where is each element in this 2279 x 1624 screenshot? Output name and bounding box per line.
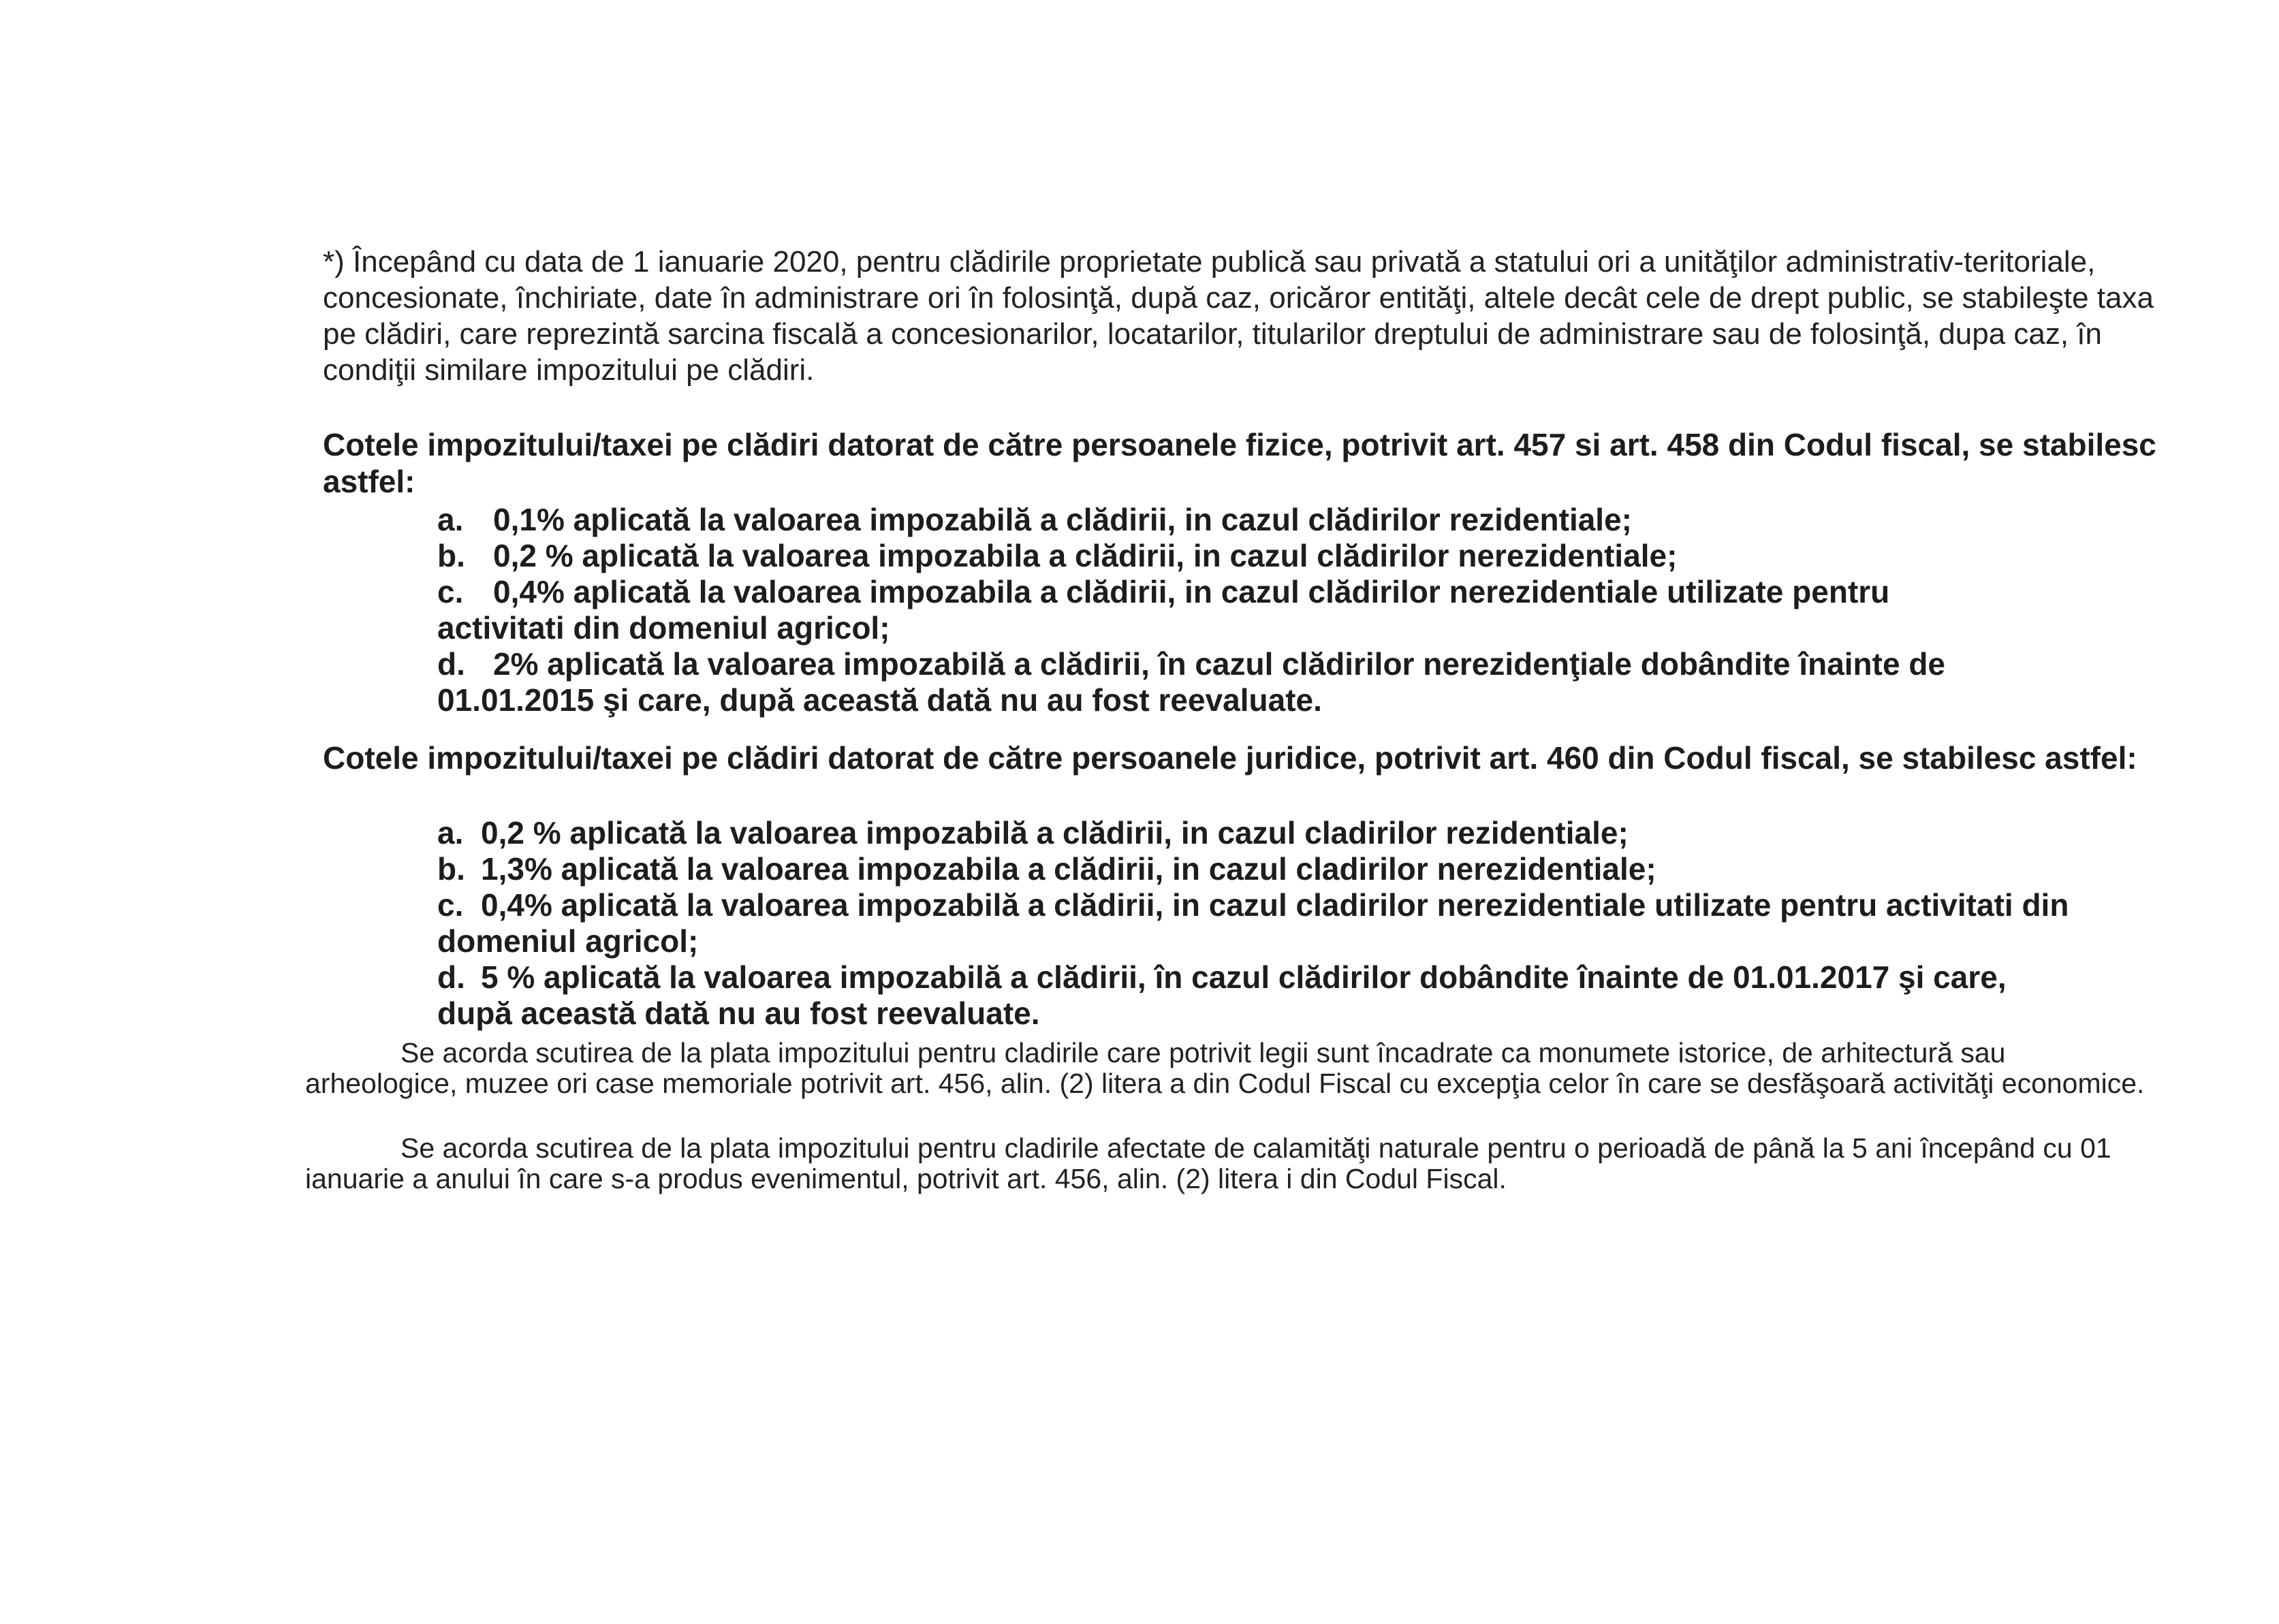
list-item — [437, 959, 2072, 1032]
list-marker: d. — [437, 646, 465, 682]
list-marker: b. — [437, 851, 465, 887]
list-item-text: 0,4% aplicată la valoarea impozabila a clădirii, in cazul clădirilor nerezidentiale utilizate pentru activitati din domeniul agricol; — [437, 574, 1890, 646]
list-item — [437, 851, 2072, 887]
list-marker: a. — [437, 815, 464, 850]
rates-list-individuals — [437, 502, 2004, 718]
list-item-text: 0,1% aplicată la valoarea impozabilă a clădirii, in cazul clădirilor rezidentiale; — [493, 502, 1632, 537]
list-item — [437, 646, 2004, 718]
list-item — [437, 574, 2004, 646]
exemption-paragraph-calamities: Se acorda scutirea de la plata impozitului pentru cladirile afectate de calamităţi naturale pentru o perioadă de până la 5 ani începând cu 01 ianuarie a anului în care s-a produs evenimentul, potrivit art. 456, alin. (2) litera i din Codul Fiscal. — [305, 1132, 2111, 1194]
list-marker: c. — [437, 887, 464, 923]
list-item — [437, 887, 2072, 959]
list-item — [437, 502, 2004, 538]
list-item-text: 2% aplicată la valoarea impozabilă a clădirii, în cazul clădirilor nerezidenţiale dobândite înainte de 01.01.2015 şi care, după această dată nu au fost reevaluate. — [437, 646, 1946, 718]
list-item-text: 1,3% aplicată la valoarea impozabila a clădirii, in cazul cladirilor nerezidentiale; — [481, 851, 1656, 887]
list-item — [437, 538, 2004, 574]
list-item-text: 0,2 % aplicată la valoarea impozabilă a clădirii, in cazul cladirilor rezidentiale; — [481, 815, 1629, 850]
list-item-text: 0,4% aplicată la valoarea impozabilă a clădirii, in cazul cladirilor nerezidentiale utilizate pentru activitati din domeniul agricol; — [437, 887, 2069, 959]
list-marker: d. — [437, 959, 465, 995]
list-item — [437, 815, 2072, 851]
list-item-text: 0,2 % aplicată la valoarea impozabila a clădirii, in cazul clădirilor nerezidentiale; — [493, 538, 1678, 573]
section-heading-legal-entities: Cotele impozitului/taxei pe clădiri datorat de către persoanele juridice, potrivit art. 460 din Codul fiscal, se stabilesc astfel: — [323, 740, 2137, 776]
rates-list-legal-entities — [437, 815, 2072, 1032]
list-marker: b. — [437, 538, 465, 573]
list-marker: a. — [437, 502, 464, 537]
list-item-text: 5 % aplicată la valoarea impozabilă a clădirii, în cazul clădirilor dobândite înainte de 01.01.2017 şi care, după această dată nu au fost reevaluate. — [437, 959, 2007, 1031]
exemption-paragraph-monuments: Se acorda scutirea de la plata impozitului pentru cladirile care potrivit legii sunt încadrate ca monumete istorice, de arhitectură sau arheologice, muzee ori case memoriale potrivit art. 456, alin. (2) litera a din Codul Fiscal cu excepţia celor în care se desfăşoară activităţi economice. — [305, 1037, 2145, 1099]
section-heading-individuals: Cotele impozitului/taxei pe clădiri datorat de către persoanele fizice, potrivit art. 457 si art. 458 din Codul fiscal, se stabilesc astfel: — [323, 427, 2156, 499]
footnote-paragraph: *) Începând cu data de 1 ianuarie 2020, pentru clădirile proprietate publică sau privată a statului ori a unităţilor administrativ-teritoriale, concesionate, închiriate, date în administrare ori în folosinţă, după caz, oricăror entităţi, altele decât cele de drept public, se stabileşte taxa pe clădiri, care reprezintă sarcina fiscală a concesionarilor, locatarilor, titularilor dreptului de administrare sau de folosinţă, dupa caz, în condiţii similare impozitului pe clădiri. — [323, 245, 2154, 387]
list-marker: c. — [437, 574, 464, 609]
